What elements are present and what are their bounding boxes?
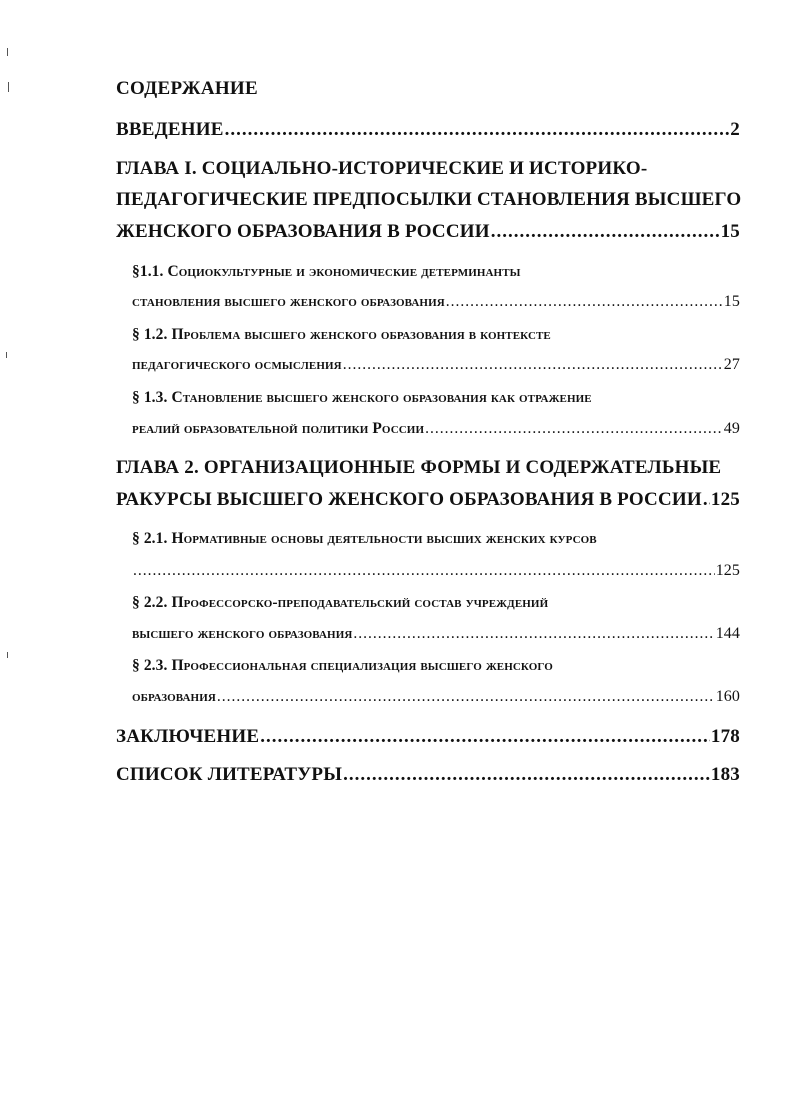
toc-entry-section-1-2[interactable]: [132, 356, 740, 374]
section-title: Социокультурные и экономические детерминанты: [167, 263, 521, 280]
toc-entry-section-2-1[interactable]: [132, 562, 740, 580]
entry-label: ВВЕДЕНИЕ: [116, 119, 224, 140]
toc-entry-chapter-2[interactable]: [116, 489, 740, 511]
section-number: §1.1.: [132, 263, 164, 280]
scan-mark: [6, 352, 7, 358]
toc-entry-chapter-1[interactable]: [116, 221, 740, 243]
page-number: 125: [710, 489, 740, 510]
section-title: Проблема высшего женского образования в контексте: [171, 326, 551, 343]
entry-label: реалий образовательной политики России: [132, 420, 425, 437]
chapter-1-heading-line-2[interactable]: ПЕДАГОГИЧЕСКИЕ ПРЕДПОСЫЛКИ СТАНОВЛЕНИЯ ВЫСШЕГО: [116, 189, 742, 210]
section-title: Профессорско-преподавательский состав учреждений: [171, 594, 549, 611]
scan-mark: [7, 652, 8, 658]
leader-dots: [425, 420, 723, 438]
section-2-1-line-1[interactable]: [132, 530, 597, 548]
section-title: Нормативные основы деятельности высших женских курсов: [171, 530, 597, 547]
page-number: 15: [723, 293, 740, 310]
entry-label: становления высшего женского образования: [132, 293, 445, 310]
section-title: Становление высшего женского образования как отражение: [171, 389, 592, 406]
page-number: 27: [723, 356, 740, 373]
section-1-2-line-1[interactable]: [132, 326, 551, 344]
scan-mark: [7, 48, 8, 56]
page-number: 178: [710, 726, 740, 747]
section-number: § 1.2.: [132, 326, 168, 343]
chapter-1-heading-line-1[interactable]: ГЛАВА I. СОЦИАЛЬНО-ИСТОРИЧЕСКИЕ И ИСТОРИКО-: [116, 158, 648, 179]
page-number: 125: [715, 562, 740, 579]
leader-dots: [491, 221, 720, 243]
leader-dots: [446, 293, 723, 311]
page-number: 160: [715, 688, 740, 705]
entry-label: образования: [132, 688, 216, 705]
entry-label: ЗАКЛЮЧЕНИЕ: [116, 726, 260, 747]
entry-label: СПИСОК ЛИТЕРАТУРЫ: [116, 764, 343, 785]
toc-entry-conclusion[interactable]: [116, 726, 740, 748]
page-number: 144: [715, 625, 740, 642]
page-number: 2: [730, 119, 740, 140]
leader-dots: [343, 356, 723, 374]
entry-label: высшего женского образования: [132, 625, 353, 642]
section-title: Профессиональная специализация высшего женского: [171, 657, 553, 674]
leader-dots: [133, 562, 715, 580]
section-2-2-line-1[interactable]: [132, 594, 548, 612]
toc-entry-introduction[interactable]: [116, 119, 740, 141]
leader-dots: [343, 764, 710, 786]
leader-dots: [225, 119, 730, 141]
section-number: § 1.3.: [132, 389, 168, 406]
toc-entry-section-2-3[interactable]: [132, 688, 740, 706]
entry-label: ЖЕНСКОГО ОБРАЗОВАНИЯ В РОССИИ: [116, 221, 490, 242]
section-number: § 2.2.: [132, 594, 168, 611]
entry-label: педагогического осмысления: [132, 356, 342, 373]
section-number: § 2.1.: [132, 530, 168, 547]
page-number: 49: [723, 420, 740, 437]
leader-dots: [217, 688, 715, 706]
leader-dots: [353, 625, 714, 643]
leader-dots: [260, 726, 710, 748]
toc-title: СОДЕРЖАНИЕ: [116, 78, 258, 99]
section-1-3-line-1[interactable]: [132, 389, 592, 407]
page-number: 15: [720, 221, 740, 242]
toc-entry-references[interactable]: [116, 764, 740, 786]
toc-entry-section-2-2[interactable]: [132, 625, 740, 643]
toc-entry-section-1-3[interactable]: [132, 420, 740, 438]
section-number: § 2.3.: [132, 657, 168, 674]
section-2-3-line-1[interactable]: [132, 657, 553, 675]
page-number: 183: [710, 764, 740, 785]
scan-mark: [8, 82, 9, 92]
chapter-2-heading-line-1[interactable]: ГЛАВА 2. ОРГАНИЗАЦИОННЫЕ ФОРМЫ И СОДЕРЖАТЕЛЬНЫЕ: [116, 457, 722, 478]
toc-entry-section-1-1[interactable]: [132, 293, 740, 311]
section-1-1-line-1[interactable]: [132, 263, 521, 281]
leader-dots: [703, 489, 710, 511]
entry-label: РАКУРСЫ ВЫСШЕГО ЖЕНСКОГО ОБРАЗОВАНИЯ В РОССИИ: [116, 489, 702, 510]
